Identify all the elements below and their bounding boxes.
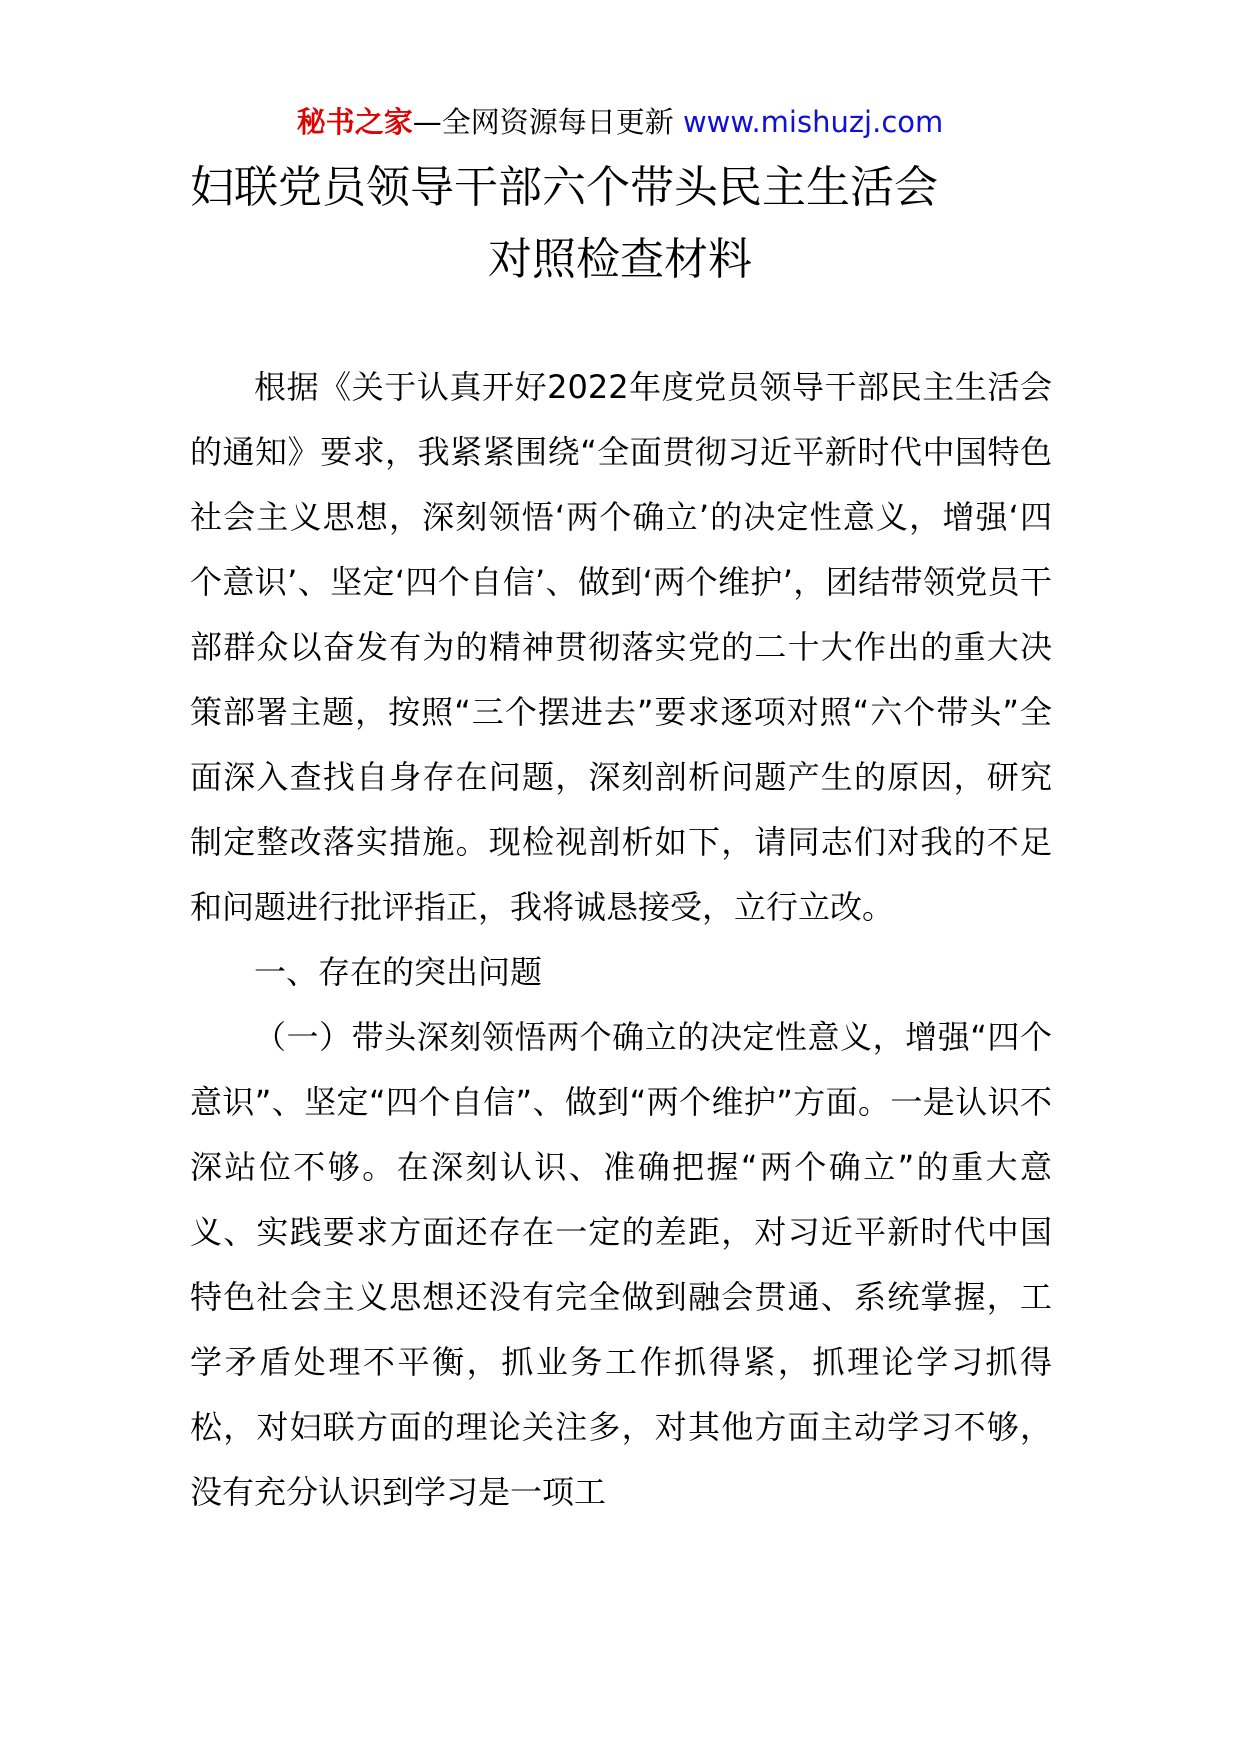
- document-body: [190, 355, 1052, 1525]
- site-url-link[interactable]: www.mishuzj.com: [682, 105, 944, 139]
- header-slogan: —全网资源每日更新: [412, 105, 674, 139]
- body-paragraph: （一）带头深刻领悟两个确立的决定性意义，增强“四个意识”、坚定“四个自信”、做到“两个维护”方面。一是认识不深站位不够。在深刻认识、准确把握“两个确立”的重大意义、实践要求方面还存在一定的差距，对习近平新时代中国特色社会主义思想还没有完全做到融会贯通、系统掌握，工学矛盾处理不平衡，抓业务工作抓得紧，抓理论学习抓得松，对妇联方面的理论关注多，对其他方面主动学习不够，没有充分认识到学习是一项工: [190, 1018, 1052, 1511]
- section-heading: 一、存在的突出问题: [254, 953, 543, 991]
- document-title-line-1: 妇联党员领导干部六个带头民主生活会: [190, 162, 938, 213]
- watermark-header: [0, 100, 1240, 144]
- intro-paragraph: 根据《关于认真开好2022年度党员领导干部民主生活会的通知》要求，我紧紧围绕“全面贯彻习近平新时代中国特色社会主义思想，深刻领悟‘两个确立’的决定性意义，增强‘四个意识’、坚定‘四个自信’、做到‘两个维护’，团结带领党员干部群众以奋发有为的精神贯彻落实党的二十大作出的重大决策部署主题，按照“三个摆进去”要求逐项对照“六个带头”全面深入查找自身存在问题，深刻剖析问题产生的原因，研究制定整改落实措施。现检视剖析如下，请同志们对我的不足和问题进行批评指正，我将诚恳接受，立行立改。: [190, 368, 1052, 926]
- brand-name: 秘书之家: [296, 105, 413, 139]
- document-title-line-2: 对照检查材料: [488, 234, 752, 285]
